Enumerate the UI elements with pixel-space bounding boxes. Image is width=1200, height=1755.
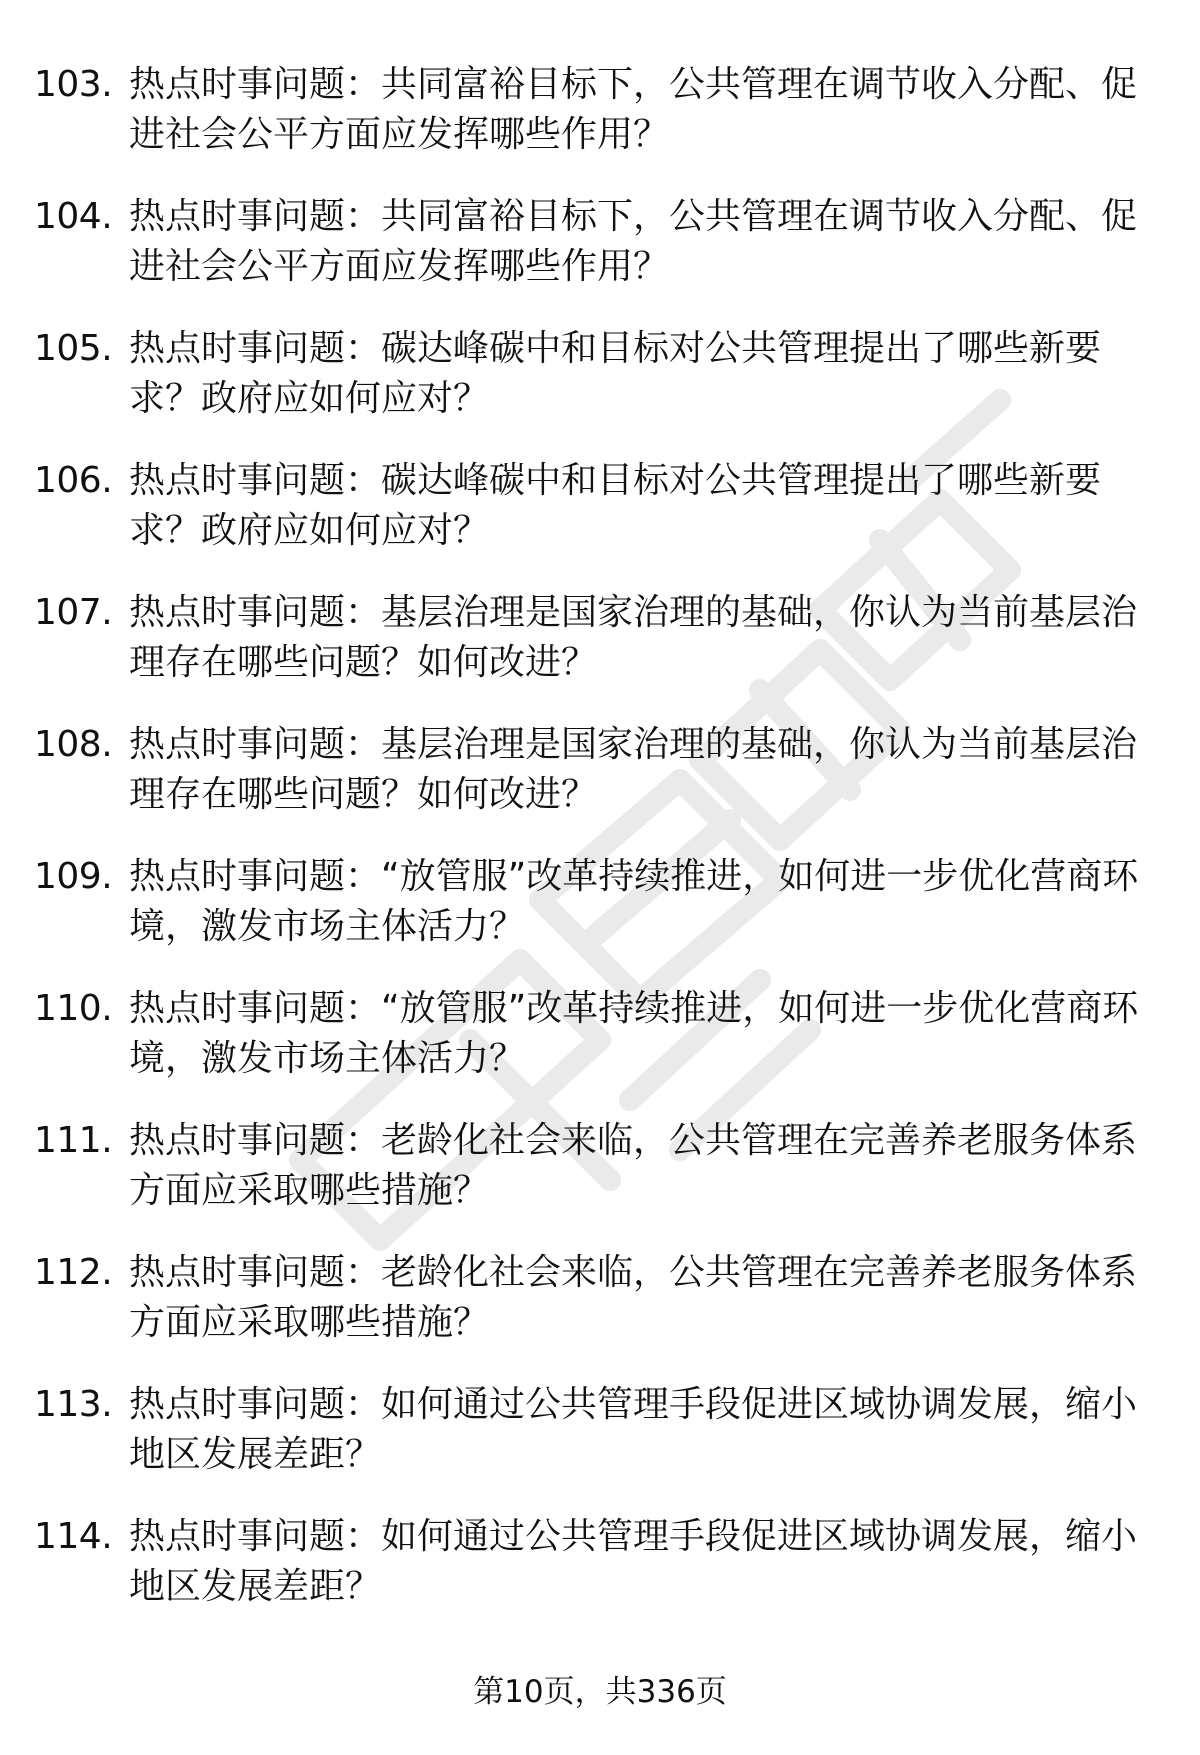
question-text: 热点时事问题：基层治理是国家治理的基础，你认为当前基层治理存在哪些问题？如何改进？ <box>129 592 1138 683</box>
question-text: 热点时事问题：如何通过公共管理手段促进区域协调发展，缩小地区发展差距？ <box>129 1384 1138 1475</box>
question-number: 111. <box>34 1120 113 1161</box>
question-number: 103. <box>34 64 113 105</box>
question-number: 113. <box>34 1384 113 1425</box>
question-number: 114. <box>34 1516 113 1557</box>
question-item <box>34 852 1164 984</box>
question-item <box>34 192 1164 324</box>
question-item <box>34 1512 1164 1644</box>
question-item <box>34 456 1164 588</box>
question-text: 热点时事问题：共同富裕目标下，公共管理在调节收入分配、促进社会公平方面应发挥哪些作用？ <box>129 64 1138 155</box>
question-number: 107. <box>34 592 113 633</box>
page-indicator: 第10页，共336页 <box>473 1674 727 1710</box>
question-item <box>34 1380 1164 1512</box>
question-item <box>34 1248 1164 1380</box>
question-text: 热点时事问题：共同富裕目标下，公共管理在调节收入分配、促进社会公平方面应发挥哪些作用？ <box>129 196 1138 287</box>
question-text: 热点时事问题：老龄化社会来临，公共管理在完善养老服务体系方面应采取哪些措施？ <box>129 1252 1138 1343</box>
question-text: 热点时事问题：“放管服”改革持续推进，如何进一步优化营商环境，激发市场主体活力？ <box>129 988 1139 1079</box>
question-number: 108. <box>34 724 113 765</box>
question-text: 热点时事问题：如何通过公共管理手段促进区域协调发展，缩小地区发展差距？ <box>129 1516 1138 1607</box>
question-number: 104. <box>34 196 113 237</box>
question-number: 110. <box>34 988 113 1029</box>
question-text: 热点时事问题：“放管服”改革持续推进，如何进一步优化营商环境，激发市场主体活力？ <box>129 856 1139 947</box>
question-item <box>34 1116 1164 1248</box>
question-number: 106. <box>34 460 113 501</box>
question-text: 热点时事问题：基层治理是国家治理的基础，你认为当前基层治理存在哪些问题？如何改进？ <box>129 724 1138 815</box>
question-text: 热点时事问题：碳达峰碳中和目标对公共管理提出了哪些新要求？政府应如何应对？ <box>129 328 1102 419</box>
question-item <box>34 588 1164 720</box>
question-item <box>34 984 1164 1116</box>
question-text: 热点时事问题：老龄化社会来临，公共管理在完善养老服务体系方面应采取哪些措施？ <box>129 1120 1138 1211</box>
question-number: 105. <box>34 328 113 369</box>
question-text: 热点时事问题：碳达峰碳中和目标对公共管理提出了哪些新要求？政府应如何应对？ <box>129 460 1102 551</box>
question-item <box>34 324 1164 456</box>
question-item <box>34 720 1164 852</box>
question-item <box>34 60 1164 192</box>
question-list <box>34 60 1164 1644</box>
question-number: 109. <box>34 856 113 897</box>
question-number: 112. <box>34 1252 113 1293</box>
